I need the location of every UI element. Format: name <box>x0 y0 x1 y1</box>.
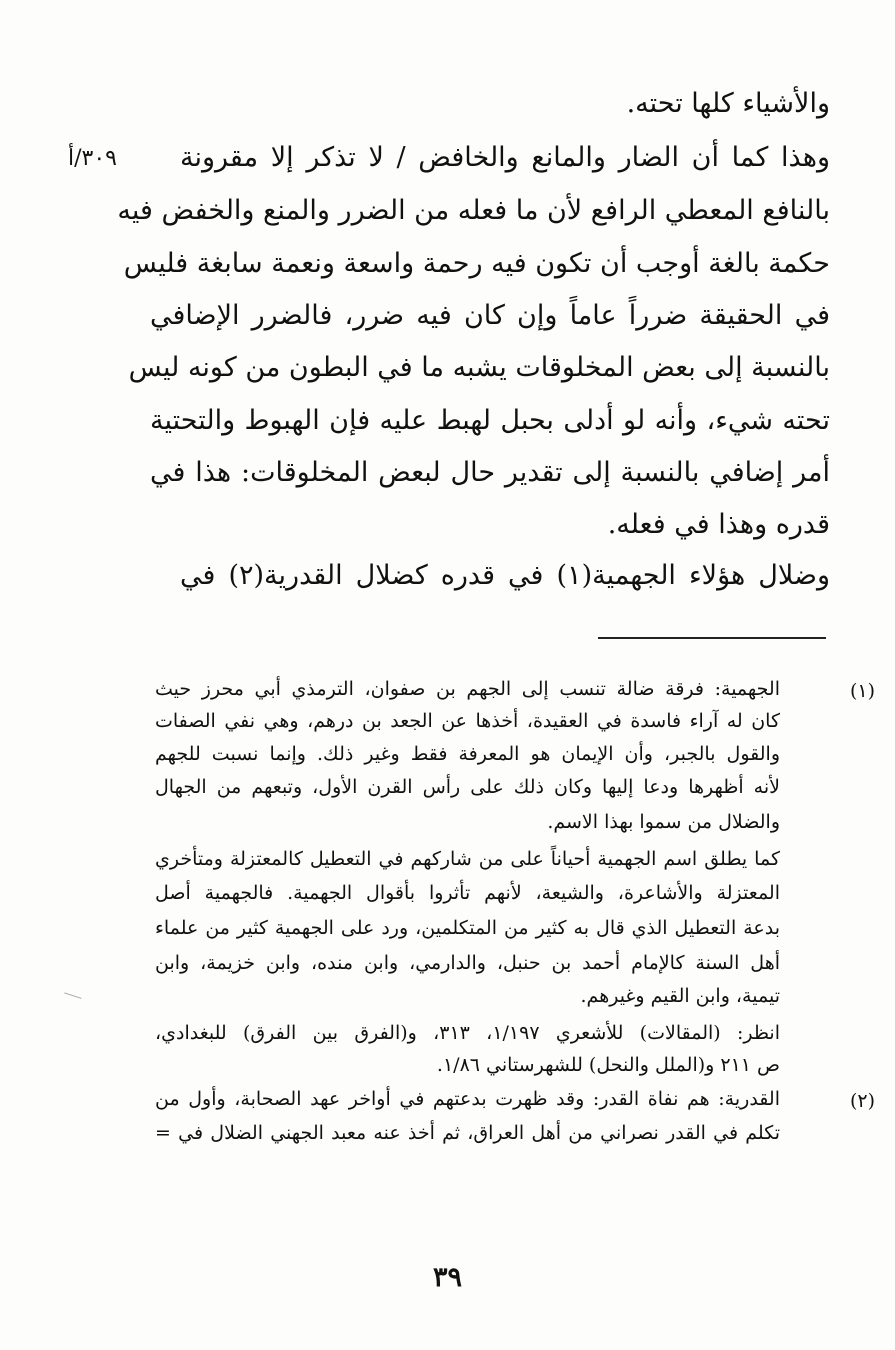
main-line: بالنسبة إلى بعض المخلوقات يشبه ما في البطون من كونه ليس <box>128 352 830 383</box>
main-line: بالنافع المعطي الرافع لأن ما فعله من الضرر والمنع والخفض فيه <box>117 195 830 226</box>
main-line: وضلال هؤلاء الجهمية(١) في قدره كضلال القدرية(٢) في <box>180 560 831 591</box>
footnote-line: كان له آراء فاسدة في العقيدة، أخذها عن الجعد بن درهم، وهي نفي الصفات <box>155 710 780 732</box>
footnote-line: القدرية: هم نفاة القدر: وقد ظهرت بدعتهم في أواخر عهد الصحابة، وأول من <box>155 1088 780 1110</box>
footnote-line: أهل السنة كالإمام أحمد بن حنبل، والدارمي، وابن منده، وابن خزيمة، وابن <box>155 952 780 974</box>
footnote-line: انظر: (المقالات) للأشعري ١/١٩٧، ٣١٣، و(الفرق بين الفرق) للبغدادي، <box>155 1022 781 1044</box>
main-line: حكمة بالغة أوجب أن تكون فيه رحمة واسعة ونعمة سابغة فليس <box>123 248 830 279</box>
footnote-number: (١) <box>849 680 875 702</box>
main-line: تحته شيء، وأنه لو أدلى بحبل لهبط عليه فإن الهبوط والتحتية <box>150 405 830 436</box>
footnote-line: لأنه أظهرها ودعا إليها وكان ذلك على رأس القرن الأول، وتبعهم من الجهال <box>155 776 780 798</box>
footnote-line: تكلم في القدر نصراني من أهل العراق، ثم أخذ عنه معبد الجهني الضلال في = <box>155 1122 780 1144</box>
footnote-line: المعتزلة والأشاعرة، والشيعة، لأنهم تأثروا بأقوال الجهمية. فالجهمية أصل <box>155 882 780 904</box>
main-line: في الحقيقة ضرراً عاماً وإن كان فيه ضرر، فالضرر الإضافي <box>150 300 830 331</box>
manuscript-folio-marker: ٣٠٩/أ <box>68 146 117 171</box>
footnote-number: (٢) <box>849 1090 875 1112</box>
main-line: قدره وهذا في فعله. <box>607 509 830 540</box>
footnote-line: تيمية، وابن القيم وغيرهم. <box>580 985 780 1007</box>
footnote-line: كما يطلق اسم الجهمية أحياناً على من شاركهم في التعطيل كالمعتزلة ومتأخري <box>155 848 780 870</box>
page-number: ٣٩ <box>432 1262 462 1293</box>
footnote-line: الجهمية: فرقة ضالة تنسب إلى الجهم بن صفوان، الترمذي أبي محرز حيث <box>155 678 780 700</box>
footnote-line: والقول بالجبر، وأن الإيمان هو المعرفة فقط وغير ذلك. وإنما نسبت للجهم <box>155 743 780 765</box>
main-line: أمر إضافي بالنسبة إلى تقدير حال لبعض المخلوقات: هذا في <box>150 457 830 488</box>
main-line: والأشياء كلها تحته. <box>626 88 830 119</box>
main-line: وهذا كما أن الضار والمانع والخافض / لا تذكر إلا مقرونة <box>180 142 830 173</box>
scan-mark <box>62 992 81 1004</box>
footnote-line: بدعة التعطيل الذي قال به كثير من المتكلمين، ورد على الجهمية كثير من علماء <box>155 917 780 939</box>
footnote-separator <box>598 637 826 639</box>
footnote-line: والضلال من سموا بهذا الاسم. <box>547 811 780 833</box>
footnote-line: ص ٢١١ و(الملل والنحل) للشهرستاني ١/٨٦. <box>436 1054 780 1076</box>
